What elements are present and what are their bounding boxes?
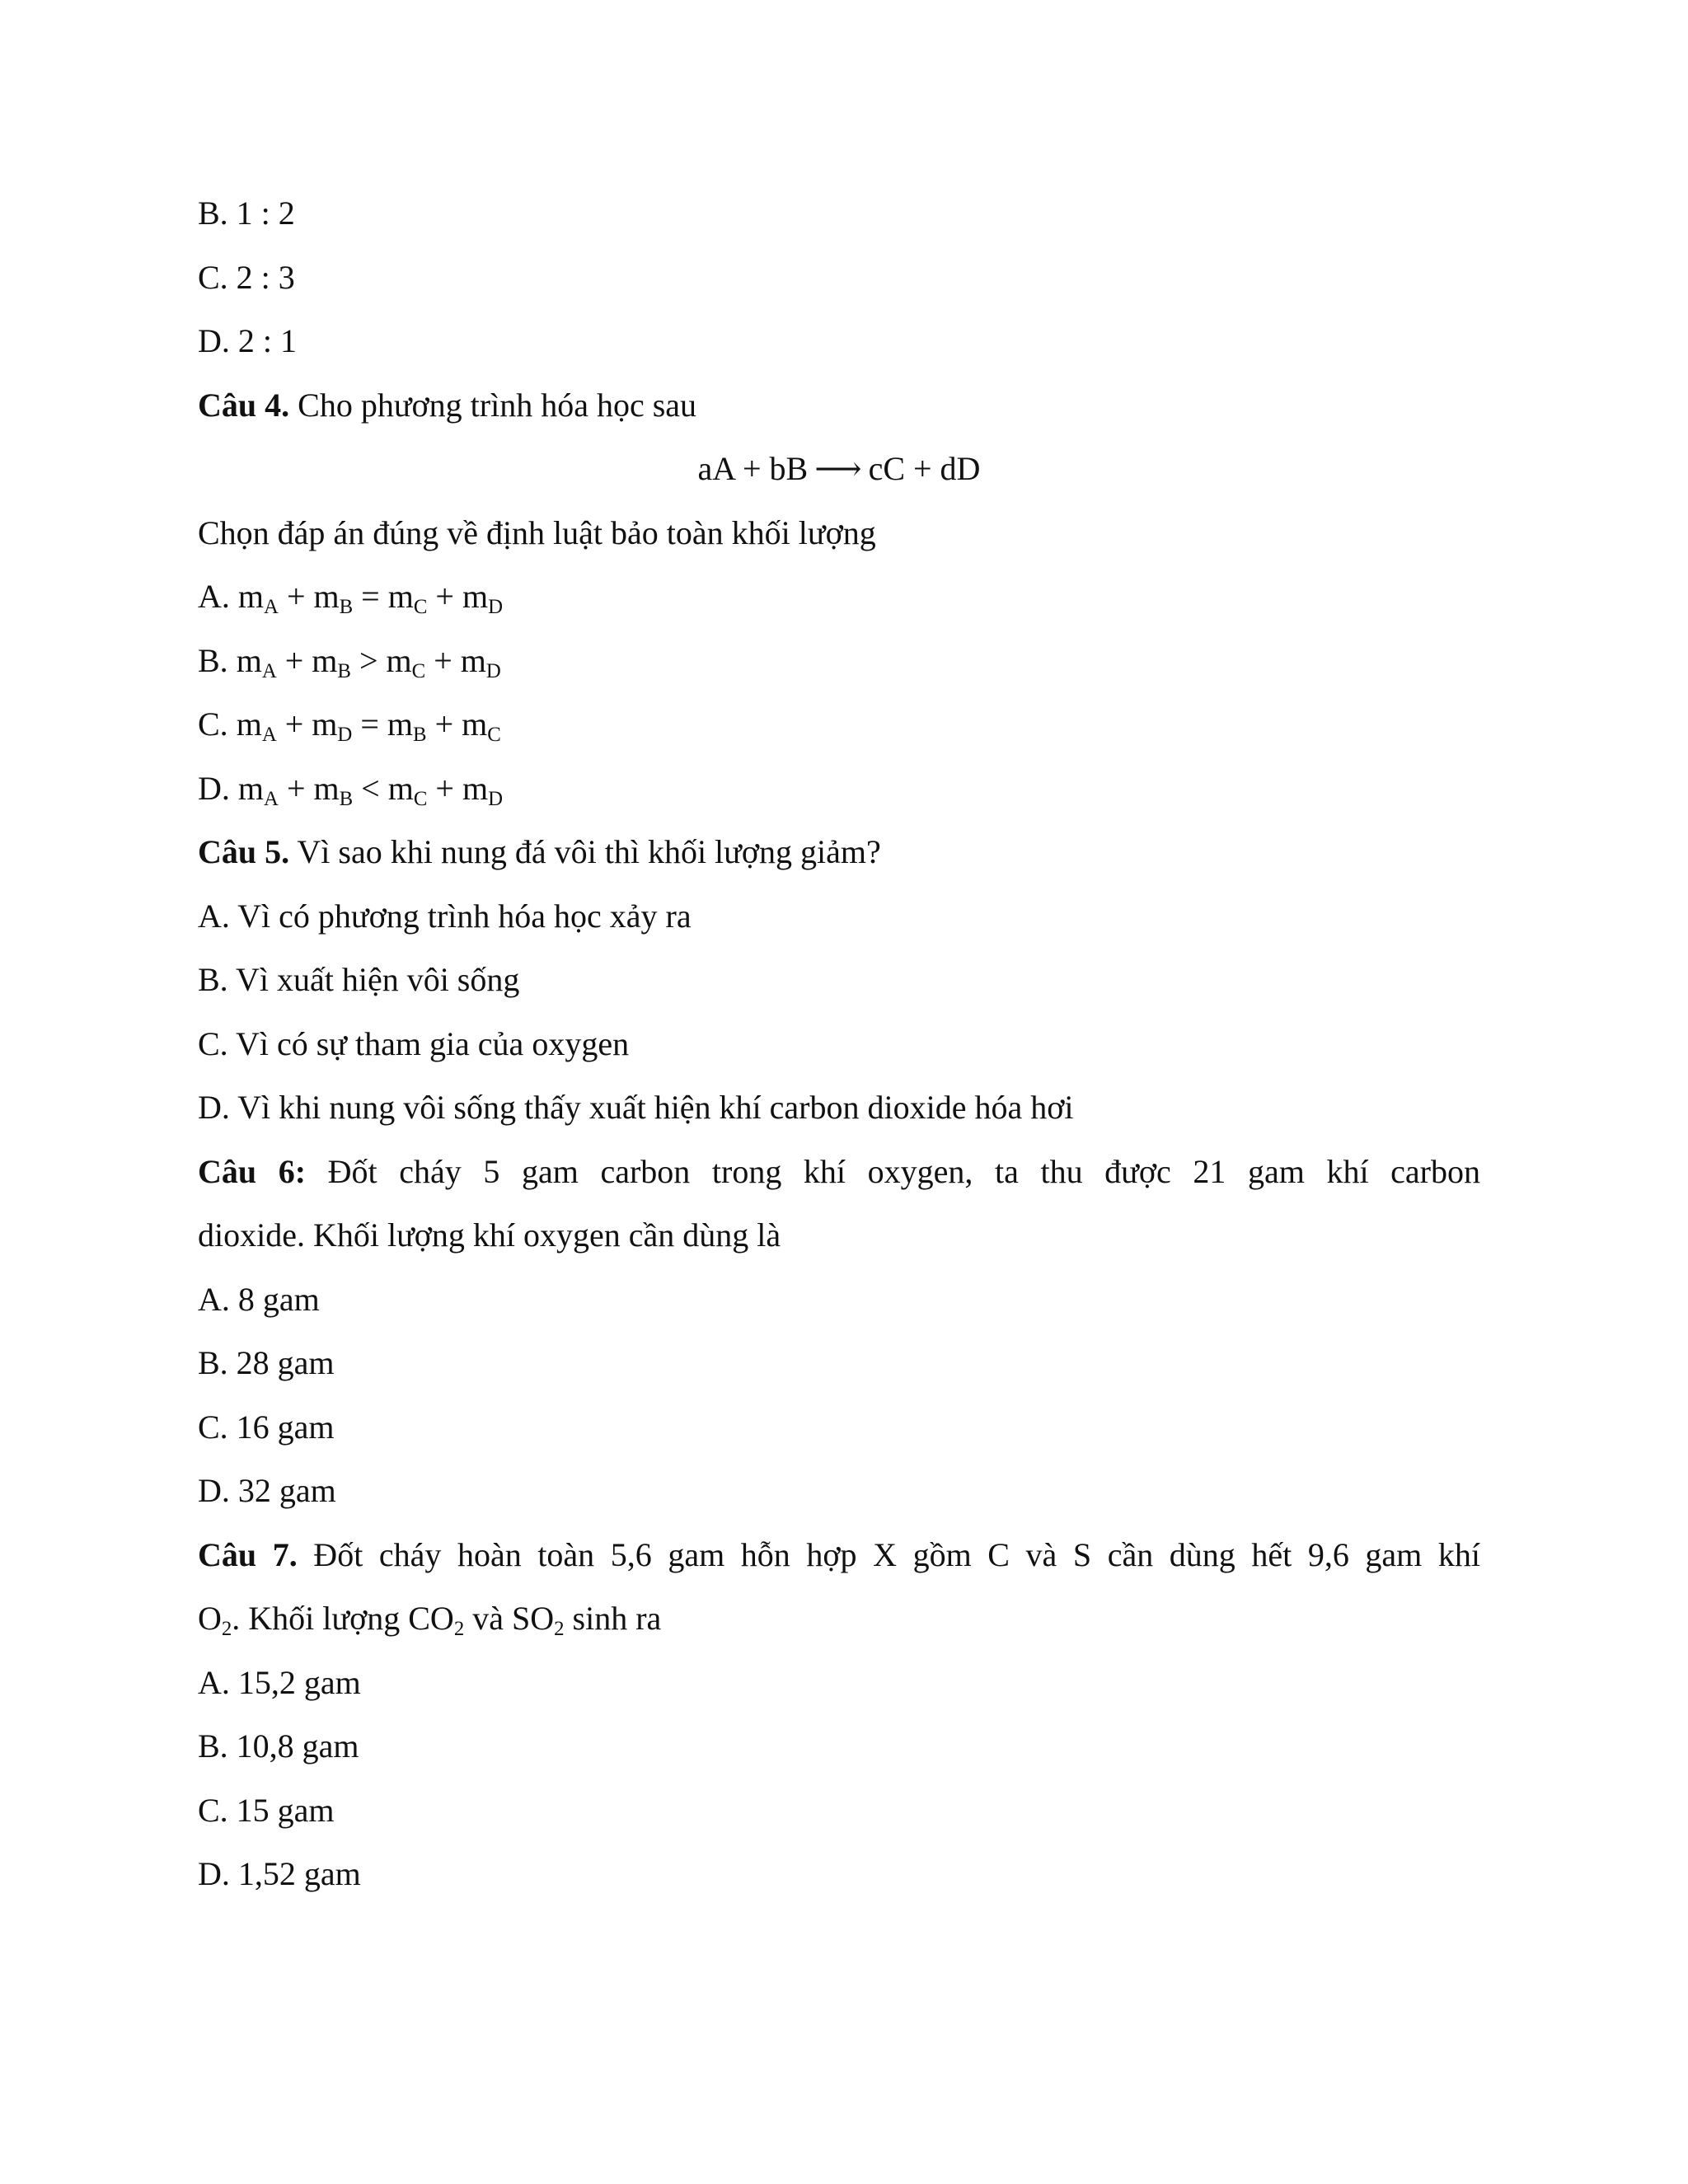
question-6-option-b: B. 28 gam [198, 1344, 335, 1381]
question-7-option-d: D. 1,52 gam [198, 1855, 361, 1892]
question-5-label: Câu 5. [198, 833, 290, 870]
equation-left: aA + bB [697, 450, 809, 487]
question-4-option-c: C. $m_A + m_D = m_B + m_C$ [198, 705, 501, 746]
question-5-option-c: C. Vì có sự tham gia của oxygen [198, 1024, 630, 1062]
question-6-option-d: D. 32 gam [198, 1472, 336, 1509]
prev-option-b: B. 1 : 2 [198, 194, 295, 232]
question-7-label: Câu 7. [198, 1535, 298, 1573]
question-7-option-c: C. 15 gam [198, 1791, 335, 1829]
question-7-option-b: B. 10,8 gam [198, 1727, 359, 1765]
reaction-arrow-icon: ⟶ [814, 450, 862, 487]
question-5-option-b: B. Vì xuất hiện vôi sống [198, 961, 520, 998]
prev-option-c: C. 2 : 3 [198, 258, 295, 296]
question-6-line-1 [198, 1140, 1480, 1204]
question-7-option-a: A. 15,2 gam [198, 1663, 361, 1701]
question-7-line-2: $O_2$. Khối lượng $CO_2$ và $SO_2$ sinh ra [198, 1600, 662, 1640]
question-4-text: Cho phương trình hóa học sau [289, 386, 697, 424]
question-6-option-a: A. 8 gam [198, 1280, 320, 1318]
question-7-line-1 [198, 1523, 1480, 1587]
question-4-option-a: A. $m_A + m_B = m_C + m_D$ [198, 578, 504, 618]
question-4-option-d: D. $m_A + m_B < m_C + m_D$ [198, 769, 504, 810]
question-6-text: Đốt cháy 5 gam carbon trong khí oxygen, ta thu được 21 gam khí carbon [306, 1152, 1480, 1190]
question-6-option-c: C. 16 gam [198, 1408, 335, 1446]
prev-option-d: D. 2 : 1 [198, 322, 297, 359]
question-6-line-2: dioxide. Khối lượng khí oxygen cần dùng là [198, 1216, 781, 1254]
equation-right: cC + dD [868, 450, 981, 487]
document-page [198, 181, 1480, 1906]
question-7-text: Đốt cháy hoàn toàn 5,6 gam hỗn hợp X gồm C và S cần dùng hết 9,6 gam khí [297, 1535, 1480, 1573]
question-4 [198, 373, 1480, 438]
question-5-text: Vì sao khi nung đá vôi thì khối lượng giảm? [289, 833, 881, 870]
question-5-option-a: A. Vì có phương trình hóa học xảy ra [198, 897, 692, 935]
question-4-instruction: Chọn đáp án đúng về định luật bảo toàn khối lượng [198, 513, 876, 551]
question-6-label: Câu 6: [198, 1152, 307, 1190]
question-5-option-d: D. Vì khi nung vôi sống thấy xuất hiện khí carbon dioxide hóa hơi [198, 1089, 1074, 1126]
chemical-equation [198, 437, 1480, 501]
question-5 [198, 820, 1480, 884]
question-4-label: Câu 4. [198, 386, 290, 424]
question-4-option-b: B. $m_A + m_B > m_C + m_D$ [198, 641, 501, 682]
